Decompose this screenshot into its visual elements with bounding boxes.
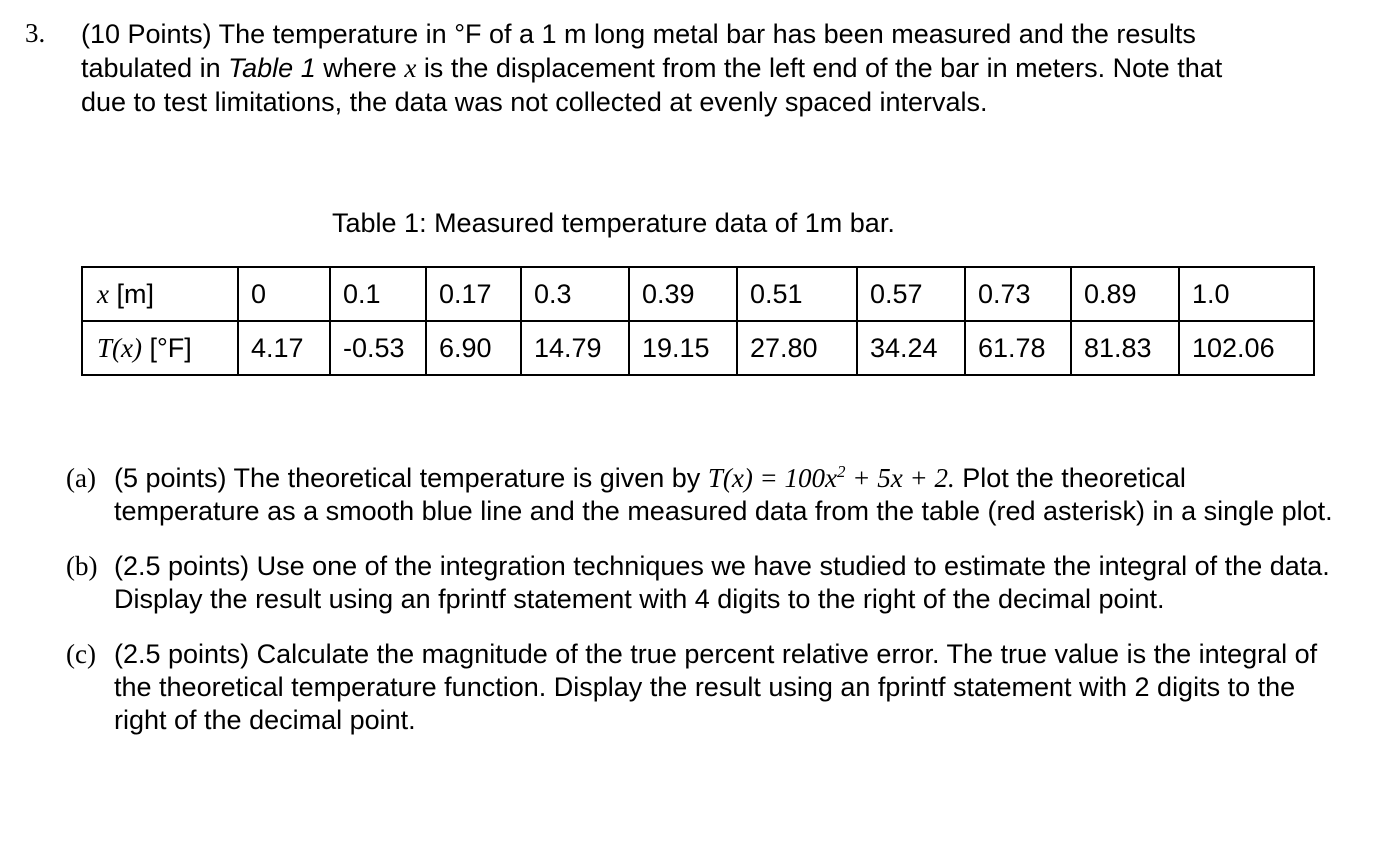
- x-var: x: [97, 278, 109, 309]
- part-a-text-before: (5 points) The theoretical temperature is given by: [114, 463, 701, 493]
- row-header-t: [82, 321, 238, 375]
- x-cell: 0.51: [737, 267, 857, 321]
- t-cell: 81.83: [1071, 321, 1179, 375]
- table-row-x: [82, 267, 1314, 321]
- part-b: [66, 550, 1336, 616]
- part-c-text: (2.5 points) Calculate the magnitude of the true percent relative error. The true value is the integral of the theoretical temperature function. Display the result using an fprintf statement with 2 digits to the right of the decimal point.: [114, 639, 1318, 735]
- x-cell: 1.0: [1179, 267, 1314, 321]
- x-symbol: x: [404, 53, 417, 83]
- x-cell: 0: [238, 267, 330, 321]
- x-cell: 0.39: [629, 267, 737, 321]
- t-cell: 14.79: [521, 321, 629, 375]
- question-number: 3.: [25, 18, 46, 48]
- t-cell: 34.24: [857, 321, 965, 375]
- x-cell: 0.3: [521, 267, 629, 321]
- t-cell: 102.06: [1179, 321, 1314, 375]
- question-parts: [66, 462, 1336, 759]
- part-a-label: (a): [66, 463, 96, 493]
- t-cell: 6.90: [426, 321, 521, 375]
- t-unit: [°F]: [141, 332, 192, 363]
- question-intro: [81, 17, 1261, 119]
- t-cell: -0.53: [330, 321, 426, 375]
- part-a-equation: [708, 463, 955, 493]
- temperature-table: [81, 266, 1315, 376]
- part-b-label: (b): [66, 551, 98, 581]
- x-cell: 0.89: [1071, 267, 1179, 321]
- eq-exponent: 2: [837, 462, 846, 481]
- part-a: [66, 462, 1336, 528]
- x-unit: [m]: [108, 278, 154, 309]
- t-var: T(x): [97, 332, 142, 363]
- row-header-x: [82, 267, 238, 321]
- intro-text-c: is the displacement from the left end of the bar in meters. Note that due to test limitations, the data was not collected at evenly spaced intervals.: [81, 53, 1223, 117]
- x-cell: 0.57: [857, 267, 965, 321]
- eq-lhs: T(x) = 100x: [707, 463, 838, 493]
- part-c-label: (c): [66, 639, 96, 669]
- table-reference: Table 1: [228, 53, 316, 83]
- x-cell: 0.73: [965, 267, 1071, 321]
- question-points: (10 Points): [81, 19, 212, 49]
- t-cell: 27.80: [737, 321, 857, 375]
- intro-text-a: The temperature in °F of a 1 m long metal bar has been measured and the results tabulated in: [81, 19, 1196, 83]
- part-b-text: (2.5 points) Use one of the integration techniques we have studied to estimate the integral of the data. Display the result using an fprintf statement with 4 digits to the right of the decimal point.: [114, 551, 1330, 614]
- x-cell: 0.17: [426, 267, 521, 321]
- t-cell: 4.17: [238, 321, 330, 375]
- part-a-text-after: Plot the theoretical temperature as a smooth blue line and the measured data from the table (red asterisk) in a single plot.: [114, 463, 1333, 526]
- t-cell: 19.15: [629, 321, 737, 375]
- part-c: [66, 638, 1336, 737]
- t-cell: 61.78: [965, 321, 1071, 375]
- table-caption: Table 1: Measured temperature data of 1m bar.: [332, 208, 895, 238]
- intro-text-b: where: [323, 53, 397, 83]
- eq-rhs: + 5x + 2.: [845, 463, 955, 493]
- x-cell: 0.1: [330, 267, 426, 321]
- table-row-t: [82, 321, 1314, 375]
